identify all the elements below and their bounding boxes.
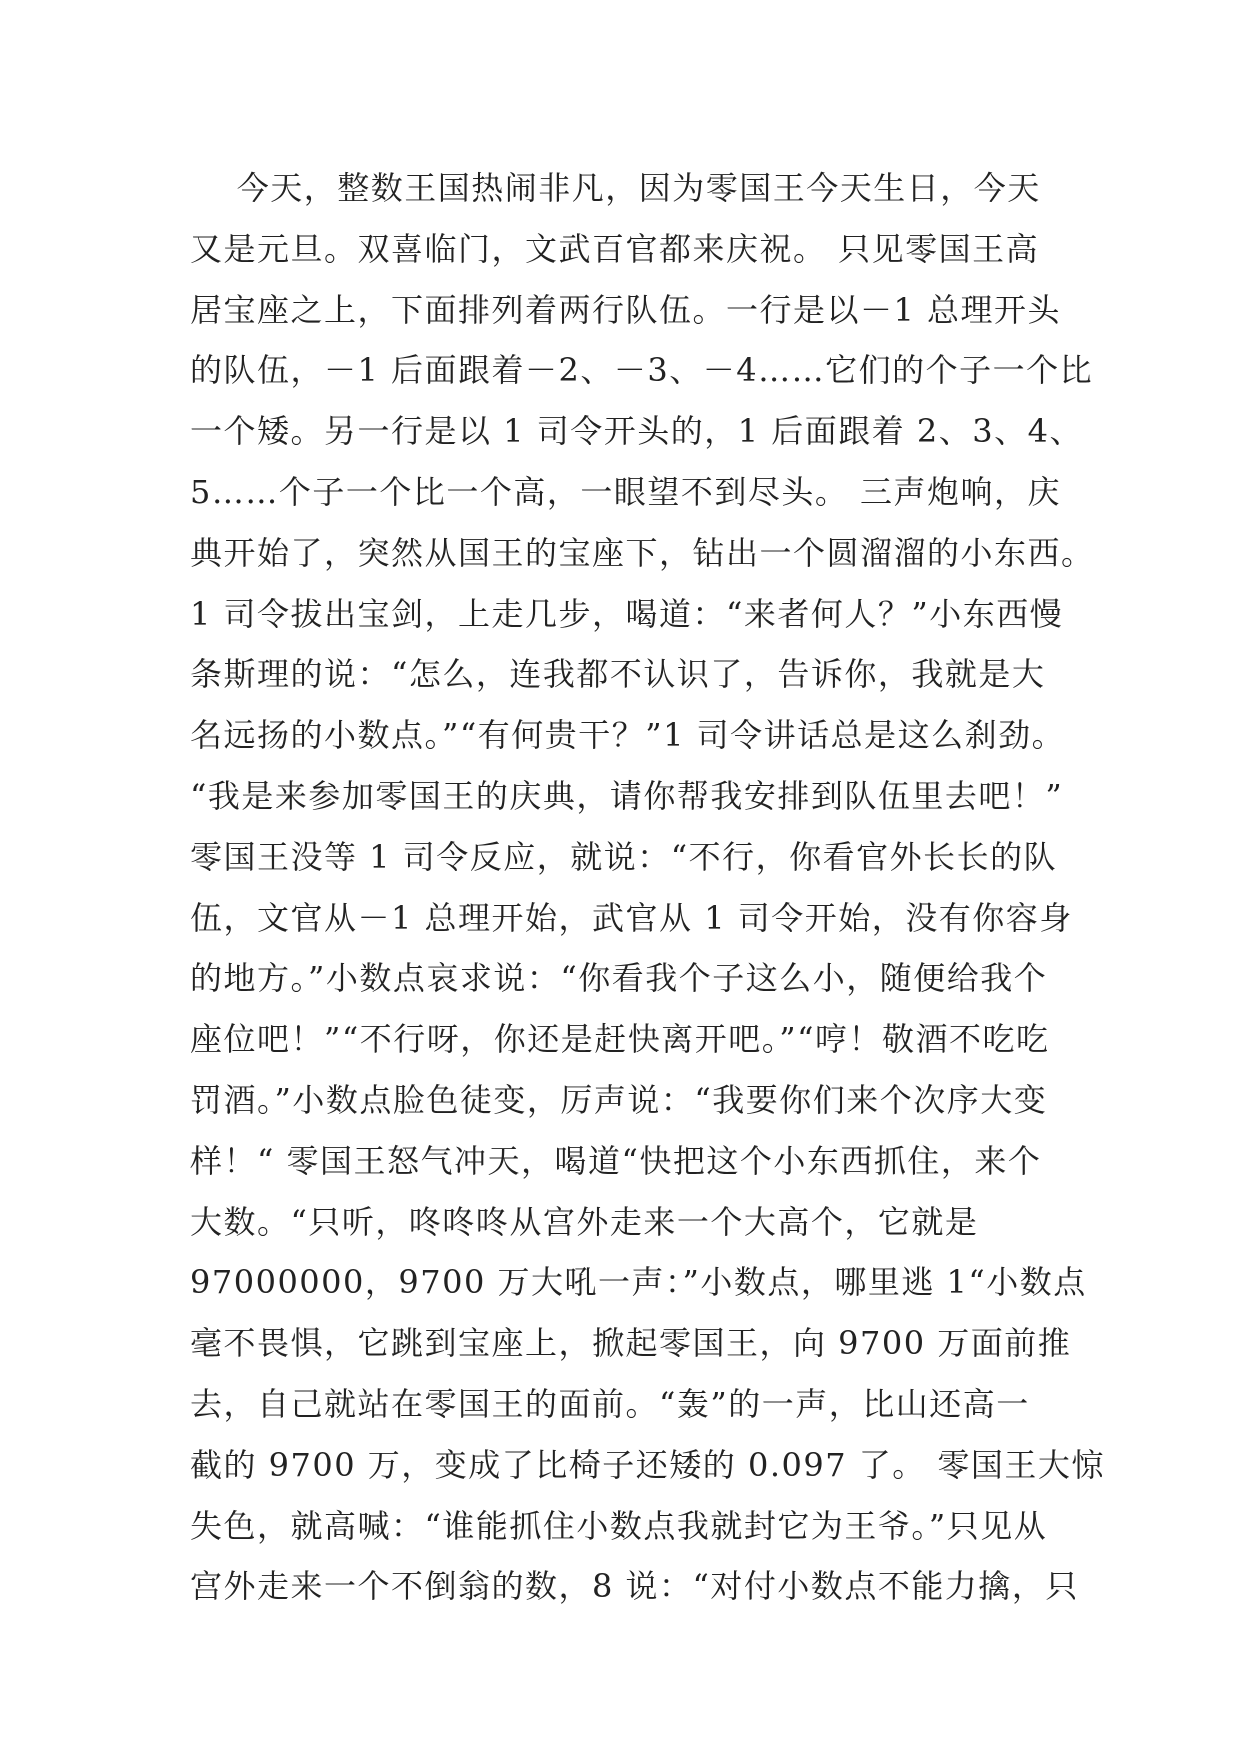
text-line: 居宝座之上，下面排列着两行队伍。一行是以－1 总理开头 [190,290,1062,329]
text-line: 宫外走来一个不倒翁的数，8 说：“对付小数点不能力擒，只 [190,1567,1079,1606]
text-line: 零国王没等 1 司令反应，就说：“不行，你看官外长长的队 [190,837,1058,876]
text-line: 5……个子一个比一个高，一眼望不到尽头。 三声炮响，庆 [190,472,1062,511]
text-line: 样！“ 零国王怒气冲天，喝道“快把这个小东西抓住，来个 [190,1141,1042,1180]
text-line: 失色，就高喊：“谁能抓住小数点我就封它为王爷。”只见从 [190,1506,1048,1545]
text-line: “我是来参加零国王的庆典，请你帮我安排到队伍里去吧！” [190,776,1064,815]
story-text [190,158,1105,1617]
text-line: 典开始了，突然从国王的宝座下，钻出一个圆溜溜的小东西。 [190,533,1095,572]
text-line: 毫不畏惧，它跳到宝座上，掀起零国王，向 9700 万面前推 [190,1324,1072,1363]
text-line: 一个矮。另一行是以 1 司令开头的，1 后面跟着 2、3、4、 [190,412,1083,451]
text-line: 座位吧！”“不行呀，你还是赶快离开吧。”“哼！敬酒不吃吃 [190,1020,1050,1059]
text-line: 罚酒。”小数点脸色徒变，厉声说：“我要你们来个次序大变 [190,1080,1048,1119]
text-line: 97000000，9700 万大吼一声：”小数点，哪里逃 1“小数点 [190,1263,1087,1302]
text-line: 大数。“只听，咚咚咚从宫外走来一个大高个，它就是 [190,1202,979,1241]
text-line: 名远扬的小数点。”“有何贵干？”1 司令讲话总是这么刹劲。 [190,716,1066,755]
text-line: 1 司令拔出宝剑，上走几步，喝道：“来者何人？”小东西慢 [190,594,1064,633]
text-line: 又是元旦。双喜临门，文武百官都来庆祝。 只见零国王高 [190,229,1040,268]
text-line: 条斯理的说：“怎么，连我都不认识了，告诉你，我就是大 [190,655,1046,694]
text-line: 的地方。”小数点哀求说：“你看我个子这么小，随便给我个 [190,959,1048,998]
text-line: 伍，文官从－1 总理开始，武官从 1 司令开始，没有你容身 [190,898,1073,937]
text-line: 去，自己就站在零国王的面前。“轰”的一声，比山还高一 [190,1384,1030,1423]
text-line: 截的 9700 万，变成了比椅子还矮的 0.097 了。 零国王大惊 [190,1445,1105,1484]
text-line: 的队伍，－1 后面跟着－2、－3、－4……它们的个子一个比 [190,351,1094,390]
text-line: 今天，整数王国热闹非凡，因为零国王今天生日，今天 [190,169,1041,207]
